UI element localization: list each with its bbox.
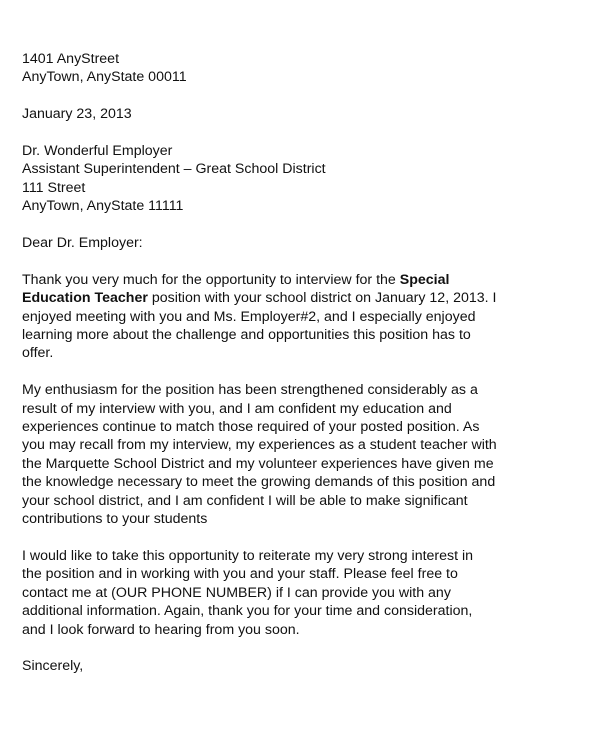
- position-title-part-2: Education Teacher: [22, 290, 148, 307]
- paragraph-line: your school district, and I am confident I will be able to make significant: [22, 492, 468, 509]
- spacer: [22, 363, 582, 381]
- spacer: [22, 124, 582, 142]
- paragraph-line: the Marquette School District and my volunteer experiences have given me: [22, 455, 494, 472]
- paragraph-line: contributions to your students: [22, 511, 208, 528]
- sender-address: [22, 50, 582, 87]
- letter-body: [22, 50, 582, 676]
- paragraph-line: contact me at (OUR PHONE NUMBER) if I can provide you with any: [22, 584, 451, 601]
- spacer: [22, 252, 582, 270]
- spacer: [22, 639, 582, 657]
- paragraph-line: My enthusiasm for the position has been strengthened considerably as a: [22, 382, 478, 399]
- closing: Sincerely,: [22, 658, 84, 675]
- spacer: [22, 216, 582, 234]
- paragraph-line: the position and in working with you and your staff. Please feel free to: [22, 566, 458, 583]
- paragraph-1-line-2-text: position with your school district on January 12, 2013. I: [147, 290, 497, 307]
- sender-street: 1401 AnyStreet: [22, 51, 120, 67]
- paragraph-line: enjoyed meeting with you and Ms. Employer#2, and I especially enjoyed: [22, 308, 476, 325]
- paragraph-line: you may recall from my interview, my experiences as a student teacher with: [22, 437, 497, 454]
- position-title-part-1: Special: [399, 271, 450, 288]
- spacer: [22, 87, 582, 105]
- paragraph-line: the knowledge necessary to meet the growing demands of this position and: [22, 474, 496, 491]
- paragraph-line: offer.: [22, 345, 54, 362]
- paragraph-1: [22, 271, 582, 363]
- paragraph-line: result of my interview with you, and I am confident my education and: [22, 400, 452, 417]
- paragraph-line: learning more about the challenge and opportunities this position has to: [22, 327, 471, 344]
- paragraph-line: additional information. Again, thank you for your time and consideration,: [22, 603, 473, 620]
- paragraph-3: [22, 547, 582, 639]
- recipient-city-line: AnyTown, AnyState 11111: [22, 198, 184, 215]
- salutation: Dear Dr. Employer:: [22, 235, 143, 252]
- paragraph-2: [22, 381, 582, 528]
- paragraph-line: [22, 271, 582, 289]
- spacer: [22, 528, 582, 546]
- paragraph-line: and I look forward to hearing from you soon.: [22, 621, 300, 638]
- paragraph-line: [22, 289, 582, 307]
- sender-city-line: AnyTown, AnyState 00011: [22, 69, 187, 86]
- paragraph-1-line-1-text: Thank you very much for the opportunity to interview for the: [22, 271, 400, 288]
- paragraph-line: I would like to take this opportunity to reiterate my very strong interest in: [22, 547, 474, 564]
- recipient-name: Dr. Wonderful Employer: [22, 143, 173, 159]
- recipient-street: 111 Street: [22, 179, 86, 196]
- paragraph-line: experiences continue to match those required of your posted position. As: [22, 419, 480, 436]
- recipient-title: Assistant Superintendent – Great School District: [22, 161, 326, 178]
- letter-date: January 23, 2013: [22, 106, 132, 123]
- recipient-address: [22, 142, 582, 216]
